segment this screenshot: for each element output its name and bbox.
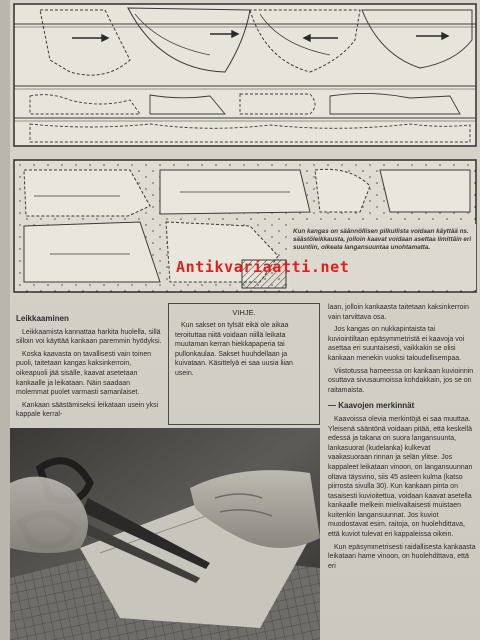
curved-pieces-layout [10,0,480,152]
figure-caption: Kun kangas on säännöllisen pilkullista voidaan käyttää ns. säästöleikkausta, jolloin kaavat voidaan asettaa limittäin eri suuntiin, oikeata langansuuntaa unohtamatta. [293,228,472,251]
tip-title: VIHJE. [232,308,256,317]
scissors-photo [10,428,320,640]
paragraph: Kaavoissa olevia merkintöjä ei saa muuttaa. Yleisenä sääntönä voidaan pitää, että keskellä edessä ja takana on suora langansuunta, lankasuorat (kudelanka) kulkevat vaakasuoraan rinnan ja selän ylitse. Jos kappaleet leikataan vinoon, on langansuunnan oltava täysvino, siis 45 asteen kulma (katso piirrosta sivulla 30). Kun kankaan pinta on tasaisesti kuvioitettua, voidaan kaavat asetella kankaalle melkein mielivaltaisesti muistaen kuitenkin langansuunnat. Jos kuviot muodostavat esim. raitoja, on huolehdittava, että kuviot tulevat eri kappaleissa oikein. [328,415,473,539]
tip-box [168,303,320,425]
paragraph: laan, jolloin kankaasta taitetaan kaksinkerroin vain tarvittava osa. [328,304,469,321]
paragraph: Jos kangas on nukkapintaista tai kuviointiltaan epäsymmetristä ei kaavoja voi asettaa eri suuntaisesti, vaikkakin se olisi kankaan menekin vuoksi taloudellisempaa. [328,326,465,362]
layout-diagram-top [10,0,480,152]
section-heading-marking: — Kaavojen merkinnät [328,401,415,411]
magazine-page [10,0,480,640]
column-left [16,314,162,423]
scissors-image [10,428,320,640]
paragraph: Leikkaamista kannattaa harkita huolella, sillä silloin voi käyttää kankaan paremmin hyödyksi. [16,328,162,346]
paragraph: Kun epäsymmetrisesti raidallisesta kankaasta leikataan hame vinoon, on huolehdittava, että eri [328,543,476,570]
tip-text: Kun sakset on tylsät eikä ole aikaa teroituttaa niitä voidaan niillä leikata muutaman kerran hiekkapaperia tai pullonkaulaa. Sakset huuhdellaan ja kuivataan. Käsittelyä ei saa uusia liian usein. [175,322,293,377]
section-heading-cutting: Leikkaaminen [16,314,69,323]
watermark: Antikvariaatti.net [176,258,350,276]
paragraph: Koska kaavasta on tavallisesti vain toinen puoli, taitetaan kangas kaksinkerroin, oikeapuoli jää sisälle, kaavat asetetaan kankaalle ja leikataan. Näin saadaan molemmat puolet varmasti samanlaiset. [16,350,152,397]
paragraph: Viistotussa hameessa on kankaan kuvioinnin osuttava sivusaumoissa kohdakkain, jos se on raitamaista. [328,367,474,394]
paragraph: Kankaan säästämiseksi leikataan usein yksi kappale kerral- [16,401,159,419]
column-right [328,303,476,574]
